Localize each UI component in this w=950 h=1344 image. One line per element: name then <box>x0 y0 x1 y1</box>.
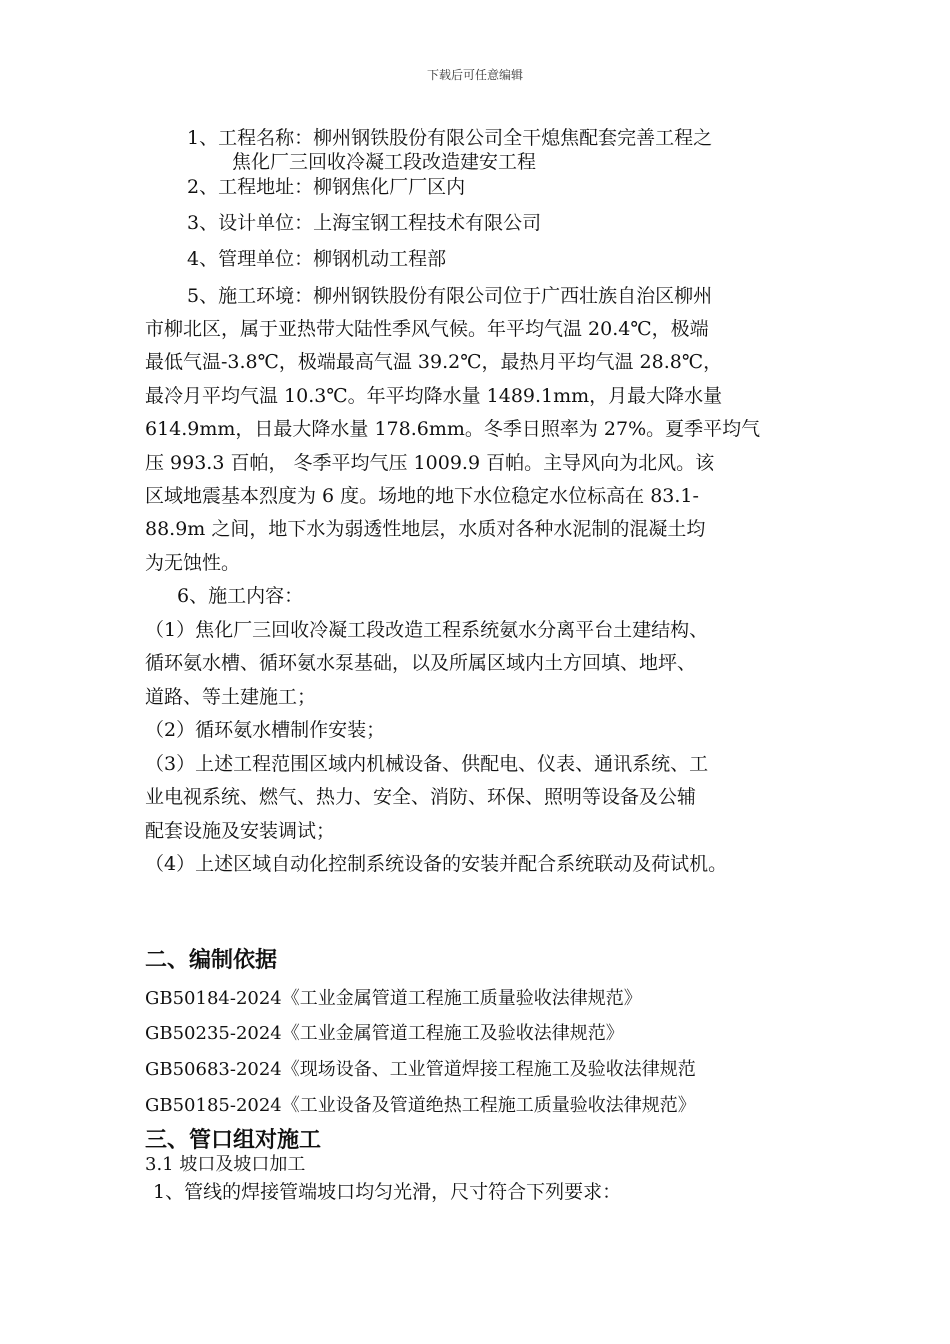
environment-line: 5、施工环境：柳州钢铁股份有限公司位于广西壮族自治区柳州 <box>187 285 713 307</box>
environment-line: 为无蚀性。 <box>145 552 241 574</box>
content-line: （3）上述工程范围区域内机械设备、供配电、仪表、通讯系统、工 <box>145 753 709 775</box>
environment-line: 88.9m 之间，地下水为弱透性地层，水质对各种水泥制的混凝土均 <box>145 518 706 540</box>
environment-line: 最冷月平均气温 10.3℃。年平均降水量 1489.1mm，月最大降水量 <box>145 385 723 407</box>
section-heading: 二、编制依据 <box>145 947 278 973</box>
content-line: （2）循环氨水槽制作安装； <box>145 719 386 741</box>
content-line: 道路、等土建施工； <box>145 686 317 708</box>
environment-line: 区域地震基本烈度为 6 度。场地的地下水位稳定水位标高在 83.1- <box>145 485 699 507</box>
management-unit: 4、管理单位：柳钢机动工程部 <box>187 248 447 270</box>
content-line: （1）焦化厂三回收冷凝工段改造工程系统氨水分离平台土建结构、 <box>145 619 709 641</box>
environment-line: 最低气温-3.8℃，极端最高气温 39.2℃，最热月平均气温 28.8℃， <box>145 351 723 373</box>
section-heading: 三、管口组对施工 <box>145 1127 322 1153</box>
content-title: 6、施工内容： <box>177 585 304 607</box>
content-line: 循环氨水槽、循环氨水泵基础，以及所属区域内土方回填、地坪、 <box>145 652 697 674</box>
design-unit: 3、设计单位：上海宝钢工程技术有限公司 <box>187 212 542 234</box>
standard-item: GB50185-2024《工业设备及管道绝热工程施工质量验收法律规范》 <box>145 1095 696 1116</box>
project-name-line1: 1、工程名称：柳州钢铁股份有限公司全干熄焦配套完善工程之 <box>187 127 713 149</box>
standard-item: GB50184-2024《工业金属管道工程施工质量验收法律规范》 <box>145 988 642 1009</box>
project-address: 2、工程地址：柳钢焦化厂厂区内 <box>187 176 466 198</box>
environment-line: 614.9mm，日最大降水量 178.6mm。冬季日照率为 27%。夏季平均气 <box>145 418 761 440</box>
environment-line: 压 993.3 百帕， 冬季平均气压 1009.9 百帕。主导风向为北风。该 <box>145 452 715 474</box>
body-text: 1、管线的焊接管端坡口均匀光滑，尺寸符合下列要求： <box>153 1181 622 1203</box>
content-line: （4）上述区域自动化控制系统设备的安装并配合系统联动及荷试机。 <box>145 853 728 875</box>
content-line: 配套设施及安装调试； <box>145 820 336 842</box>
standard-item: GB50235-2024《工业金属管道工程施工及验收法律规范》 <box>145 1023 624 1044</box>
page-header: 下载后可任意编辑 <box>426 68 523 82</box>
project-name-line2: 焦化厂三回收冷凝工段改造建安工程 <box>232 151 537 173</box>
content-line: 业电视系统、燃气、热力、安全、消防、环保、照明等设备及公辅 <box>145 786 697 808</box>
subsection-heading: 3.1 坡口及坡口加工 <box>145 1154 306 1175</box>
standard-item: GB50683-2024《现场设备、工业管道焊接工程施工及验收法律规范 <box>145 1059 696 1080</box>
environment-line: 市柳北区，属于亚热带大陆性季风气候。年平均气温 20.4℃，极端 <box>145 318 709 340</box>
